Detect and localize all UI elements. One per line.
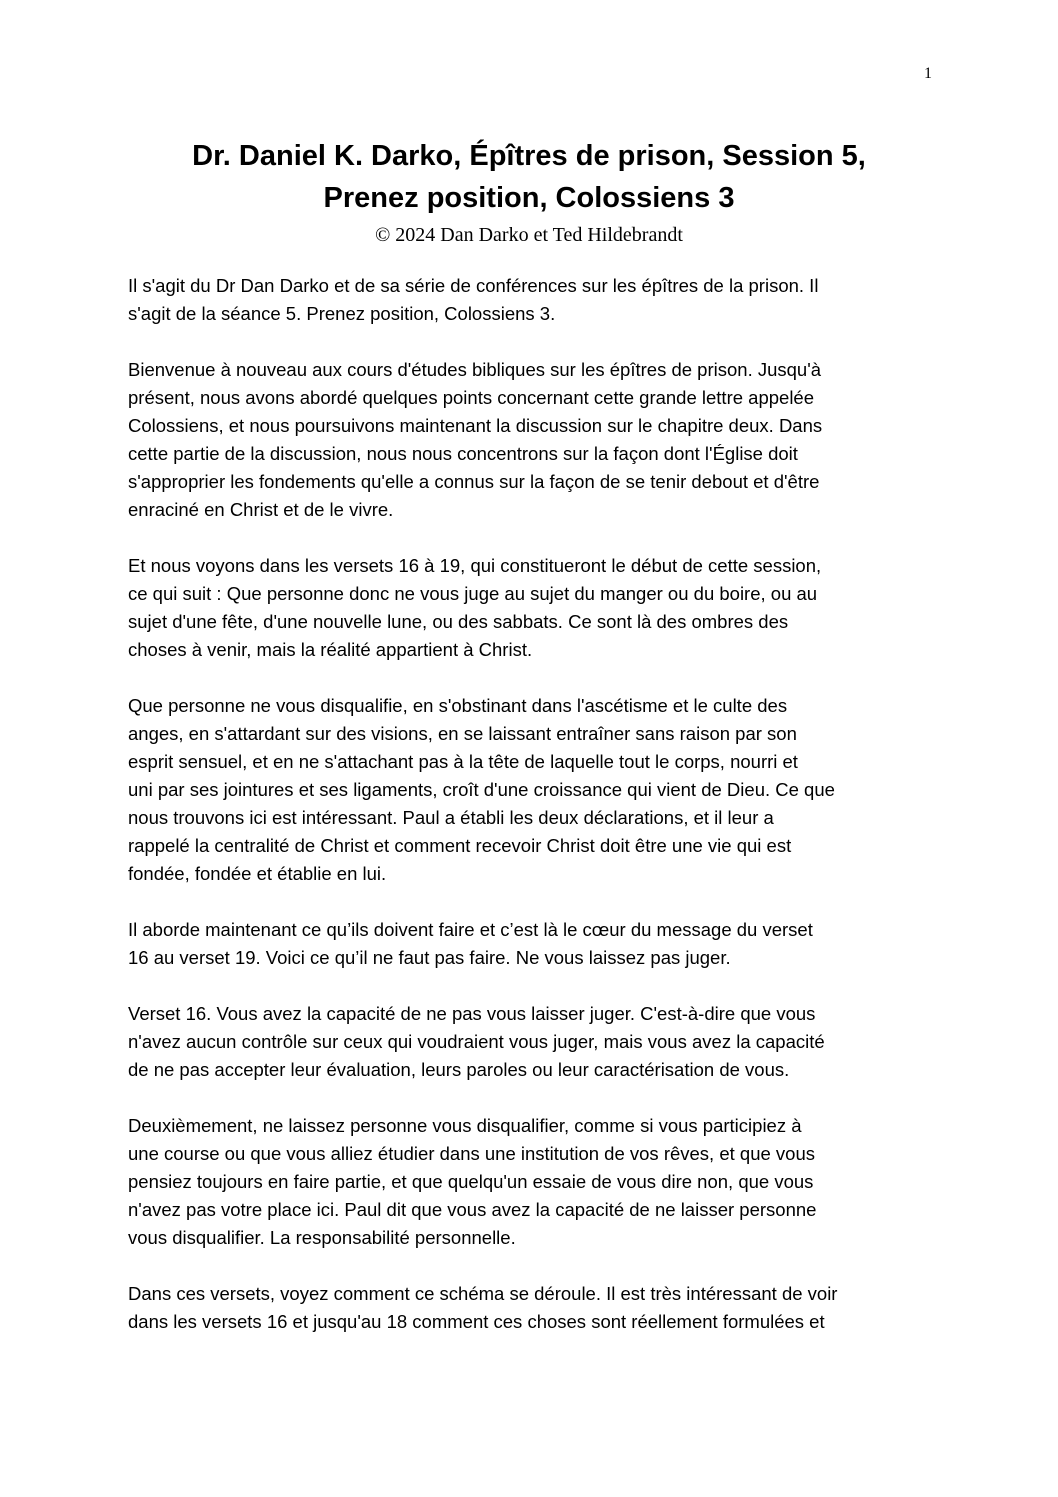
text-line: n'avez pas votre place ici. Paul dit que vous avez la capacité de ne laisser personne — [128, 1199, 817, 1220]
text-line: anges, en s'attardant sur des visions, en se laissant entraîner sans raison par son — [128, 723, 797, 744]
text-line: présent, nous avons abordé quelques points concernant cette grande lettre appelée — [128, 387, 815, 408]
text-line: sujet d'une fête, d'une nouvelle lune, ou des sabbats. Ce sont là des ombres des — [128, 611, 789, 632]
title-line: Dr. Daniel K. Darko, Épîtres de prison, Session 5, — [192, 140, 866, 172]
text-line: Et nous voyons dans les versets 16 à 19, qui constitueront le début de cette session, — [128, 555, 822, 576]
paragraph-verses-16-19 — [128, 552, 948, 664]
text-line: nous trouvons ici est intéressant. Paul a établi les deux déclarations, et il leur a — [128, 807, 774, 828]
text-line: enraciné en Christ et de le vivre. — [128, 499, 394, 520]
paragraph-message — [128, 916, 948, 972]
text-line: s'agit de la séance 5. Prenez position, Colossiens 3. — [128, 303, 556, 324]
text-line: n'avez aucun contrôle sur ceux qui voudraient vous juger, mais vous avez la capacité — [128, 1031, 825, 1052]
paragraph-pattern — [128, 1280, 948, 1336]
document-body — [128, 272, 948, 1364]
text-line: Il aborde maintenant ce qu’ils doivent faire et c’est là le cœur du message du verset — [128, 919, 813, 940]
paragraph-secondly — [128, 1112, 948, 1252]
page-number: 1 — [924, 65, 932, 82]
text-line: 16 au verset 19. Voici ce qu’il ne faut pas faire. Ne vous laissez pas juger. — [128, 947, 731, 968]
text-line: dans les versets 16 et jusqu'au 18 comment ces choses sont réellement formulées et — [128, 1311, 825, 1332]
text-line: Verset 16. Vous avez la capacité de ne pas vous laisser juger. C'est-à-dire que vous — [128, 1003, 816, 1024]
paragraph-intro — [128, 272, 948, 328]
text-line: Que personne ne vous disqualifie, en s'obstinant dans l'ascétisme et le culte des — [128, 695, 788, 716]
text-line: pensiez toujours en faire partie, et que quelqu'un essaie de vous dire non, que vous — [128, 1171, 814, 1192]
text-line: Dans ces versets, voyez comment ce schéma se déroule. Il est très intéressant de voir — [128, 1283, 838, 1304]
text-line: esprit sensuel, et en ne s'attachant pas à la tête de laquelle tout le corps, nourri et — [128, 751, 798, 772]
text-line: Il s'agit du Dr Dan Darko et de sa série de conférences sur les épîtres de la prison. Il — [128, 275, 819, 296]
text-line: une course ou que vous alliez étudier dans une institution de vos rêves, et que vous — [128, 1143, 815, 1164]
document-title — [100, 135, 958, 219]
text-line: de ne pas accepter leur évaluation, leurs paroles ou leur caractérisation de vous. — [128, 1059, 790, 1080]
text-line: fondée, fondée et établie en lui. — [128, 863, 387, 884]
text-line: vous disqualifier. La responsabilité personnelle. — [128, 1227, 516, 1248]
text-line: ce qui suit : Que personne donc ne vous juge au sujet du manger ou du boire, ou au — [128, 583, 818, 604]
title-line: Prenez position, Colossiens 3 — [323, 182, 735, 214]
copyright-notice: © 2024 Dan Darko et Ted Hildebrandt — [375, 224, 683, 246]
text-line: cette partie de la discussion, nous nous concentrons sur la façon dont l'Église doit — [128, 443, 798, 464]
text-line: uni par ses jointures et ses ligaments, croît d'une croissance qui vient de Dieu. Ce que — [128, 779, 835, 800]
paragraph-welcome — [128, 356, 948, 524]
paragraph-disqualify — [128, 692, 948, 888]
text-line: s'approprier les fondements qu'elle a connus sur la façon de se tenir debout et d'être — [128, 471, 820, 492]
text-line: Deuxièmement, ne laissez personne vous disqualifier, comme si vous participiez à — [128, 1115, 802, 1136]
text-line: Colossiens, et nous poursuivons maintenant la discussion sur le chapitre deux. Dans — [128, 415, 823, 436]
text-line: Bienvenue à nouveau aux cours d'études bibliques sur les épîtres de prison. Jusqu'à — [128, 359, 822, 380]
text-line: rappelé la centralité de Christ et comment recevoir Christ doit être une vie qui est — [128, 835, 792, 856]
text-line: choses à venir, mais la réalité appartient à Christ. — [128, 639, 533, 660]
paragraph-verse-16 — [128, 1000, 948, 1084]
